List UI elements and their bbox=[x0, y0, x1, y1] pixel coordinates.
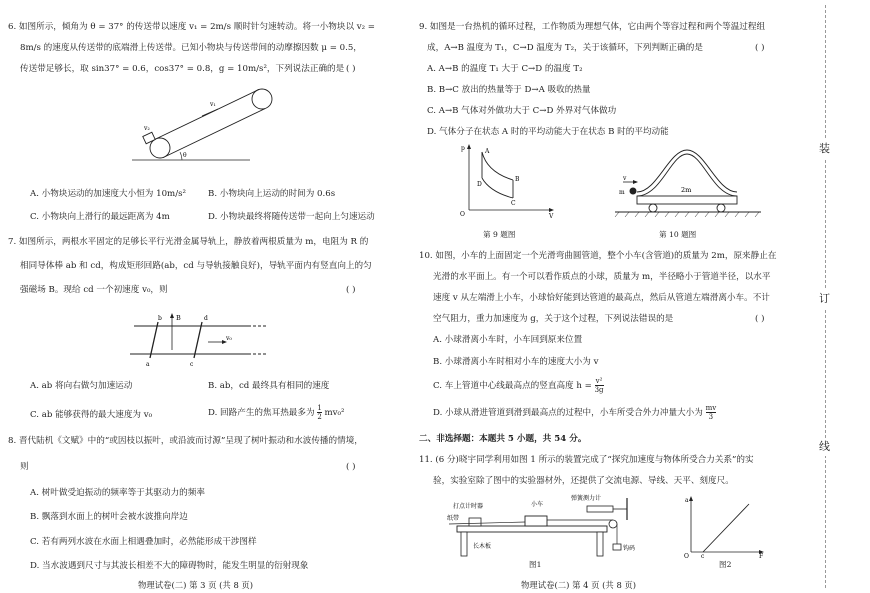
q9-fig-c-label: C bbox=[511, 200, 516, 207]
q7-fig-v0-label: v₀ bbox=[226, 335, 232, 342]
q7-fig-b-label: b bbox=[158, 315, 162, 322]
q11-figure2-caption: 图2 bbox=[719, 560, 732, 569]
q8-line1: 8. 晋代陆机《文赋》中的“或因枝以振叶，或沿波而讨源”呈现了树叶振动和水波传播的情境， bbox=[8, 436, 363, 446]
q11-fig-a-axis-label: a bbox=[685, 497, 689, 504]
q7-fig-c-label: c bbox=[190, 361, 194, 368]
q11-fig-c-label: c bbox=[701, 553, 705, 560]
right-page-footer: 物理试卷(二) 第 4 页 (共 8 页) bbox=[521, 580, 637, 590]
q9-fig-v-label: V bbox=[549, 213, 554, 220]
q10-option-d-numerator: mv bbox=[705, 404, 717, 412]
q10-option-d-denominator: 3 bbox=[708, 413, 714, 421]
q7-option-d-text: D. 回路产生的焦耳热最多为 bbox=[208, 408, 315, 418]
q11-fig-timer-label: 打点计时器 bbox=[453, 503, 484, 510]
q10-fig-v-label: v bbox=[623, 175, 627, 182]
q9-line2: 成，A→B 温度为 T₁，C→D 温度为 T₂，关于该循环，下列判断正确的是 bbox=[427, 43, 703, 53]
q7-option-d bbox=[208, 404, 344, 421]
q9-line1: 9. 如图是一台热机的循环过程，工作物质为理想气体，它由两个等容过程和两个等温过程组 bbox=[419, 22, 766, 32]
q9-option-a: A. A→B 的温度 T₁ 大于 C→D 的温度 T₂ bbox=[427, 64, 583, 74]
q8-option-c: C. 若有两列水波在水面上相遇叠加时，必然能形成干涉图样 bbox=[30, 537, 257, 547]
q9-fig-p-label: p bbox=[461, 145, 465, 152]
q8-line2: 则 bbox=[20, 462, 29, 472]
q7-answer-paren: ( ) bbox=[346, 285, 356, 295]
q10-line3: 速度 v 从左端滑上小车，小球恰好能到达管道的最高点，然后从管道左端滑离小车。不计 bbox=[433, 293, 770, 303]
q11-fig-car-label: 小车 bbox=[531, 501, 544, 508]
q11-figure1-caption: 图1 bbox=[529, 560, 542, 569]
q11-fig-origin-label: O bbox=[684, 553, 689, 560]
q10-line2: 光滑的水平面上。有一个可以看作质点的小球，质量为 m，半径略小于管道半径，以水平 bbox=[433, 272, 771, 282]
q10-fig-2m-label: 2m bbox=[681, 186, 692, 194]
q6-fig-v1-label: v₁ bbox=[210, 101, 216, 108]
q7-option-d-fraction bbox=[317, 404, 321, 421]
binding-mark-zhuang: 装 bbox=[819, 140, 830, 158]
q9-fig-a-label: A bbox=[485, 148, 490, 155]
q7-fig-a-label: a bbox=[146, 361, 150, 368]
q9-fig-d-label: D bbox=[477, 181, 482, 188]
q10-fig-m-label: m bbox=[619, 189, 625, 196]
q10-line1: 10. 如图，小车的上面固定一个光滑弯曲圆管道，整个小车(含管道)的质量为 2m，原来静止在 bbox=[419, 251, 777, 261]
q8-answer-paren: ( ) bbox=[346, 462, 356, 472]
q7-option-b: B. ab，cd 最终具有相同的速度 bbox=[208, 381, 330, 391]
q9-option-b: B. B→C 放出的热量等于 D→A 吸收的热量 bbox=[427, 85, 591, 95]
q10-line4: 空气阻力，重力加速度为 g，关于这个过程，下列说法错误的是 bbox=[433, 314, 674, 324]
q10-option-d bbox=[433, 404, 716, 421]
q7-line2: 相同导体棒 ab 和 cd，构成矩形回路(ab，cd 与导轨接触良好)，导轨平面内有竖直向上的匀 bbox=[20, 261, 372, 271]
q11-fig-tape-label: 纸带 bbox=[447, 515, 460, 522]
q6-option-b: B. 小物块向上运动的时间为 0.6s bbox=[208, 189, 336, 199]
right-page bbox=[415, 0, 870, 593]
q9-answer-paren: ( ) bbox=[755, 43, 765, 53]
binding-mark-ding: 订 bbox=[819, 290, 830, 308]
q6-line3: 传送带足够长，取 sin37° = 0.6，cos37° = 0.8，g = 10m/s²，下列说法正确的是 bbox=[20, 64, 345, 74]
q6-line2: 8m/s 的速度从传送带的底端滑上传送带。已知小物块与传送带间的动摩擦因数 μ = 0.5， bbox=[20, 43, 362, 53]
q11-fig-f-axis-label: F bbox=[759, 553, 764, 560]
q9-fig-b-label: B bbox=[515, 176, 520, 183]
q10-answer-paren: ( ) bbox=[755, 314, 765, 324]
q7-line1: 7. 如图所示，两根水平固定的足够长平行光滑金属导轨上，静放着两根质量为 m，电阻为 R 的 bbox=[8, 237, 369, 247]
q9-fig-origin-label: O bbox=[460, 211, 465, 218]
q6-option-a: A. 小物块运动的加速度大小恒为 10m/s² bbox=[30, 189, 186, 199]
q6-option-c: C. 小物块向上滑行的最远距离为 4m bbox=[30, 212, 170, 222]
binding-margin bbox=[808, 0, 870, 593]
q6-fig-theta-label: θ bbox=[183, 152, 187, 159]
q6-answer-paren: ( ) bbox=[346, 64, 356, 74]
q8-option-b: B. 飘落到水面上的树叶会被水波推向岸边 bbox=[30, 512, 188, 522]
q9-option-c: C. A→B 气体对外做功大于 C→D 外界对气体做功 bbox=[427, 106, 617, 116]
q9-option-d: D. 气体分子在状态 A 时的平均动能大于在状态 B 时的平均动能 bbox=[427, 127, 669, 137]
q9-pv-diagram bbox=[457, 142, 557, 220]
q7-line3: 强磁场 B。现给 cd 一个初速度 v₀，则 bbox=[20, 285, 168, 295]
binding-mark-xian: 线 bbox=[819, 438, 830, 456]
q7-option-a: A. ab 将向右做匀加速运动 bbox=[30, 381, 133, 391]
q6-conveyor-figure bbox=[130, 82, 290, 168]
q6-option-d: D. 小物块最终将随传送带一起向上匀速运动 bbox=[208, 212, 375, 222]
q11-fig-spring-label: 弹簧测力计 bbox=[571, 495, 602, 502]
q7-fig-d-label: d bbox=[204, 315, 208, 322]
q7-option-d-formula: mv₀² bbox=[324, 408, 345, 418]
q10-option-a: A. 小球滑离小车时，小车回到原来位置 bbox=[433, 335, 583, 345]
q10-option-c-fraction bbox=[595, 377, 604, 394]
q10-cart-figure bbox=[611, 150, 771, 220]
q10-option-c-numerator: v² bbox=[595, 377, 603, 385]
left-page-footer: 物理试卷(二) 第 3 页 (共 8 页) bbox=[138, 580, 254, 590]
q10-option-c-text: C. 车上管道中心线最高点的竖直高度 h = bbox=[433, 381, 592, 391]
left-page bbox=[0, 0, 415, 593]
q6-line1: 6. 如图所示，倾角为 θ = 37° 的传送带以速度 v₁ = 2m/s 顺时针匀速转动。将一小物块以 v₂ = bbox=[8, 22, 375, 32]
q10-option-b: B. 小球滑离小车时相对小车的速度大小为 v bbox=[433, 357, 599, 367]
section-2-heading: 二、非选择题：本题共 5 小题，共 54 分。 bbox=[419, 434, 587, 444]
q11-fig-weight-label: 钩码 bbox=[623, 545, 636, 552]
q9-figure-caption: 第 9 题图 bbox=[483, 230, 516, 239]
q11-fig-board-label: 长木板 bbox=[473, 543, 492, 550]
q6-fig-v2-label: v₂ bbox=[144, 125, 150, 132]
q11-graph-figure bbox=[683, 494, 767, 558]
q11-line1: 11. (6 分)晓宇同学利用如图 1 所示的装置完成了“探究加速度与物体所受合力关系”的实 bbox=[419, 455, 754, 465]
q10-option-d-fraction bbox=[706, 404, 717, 421]
q10-option-c bbox=[433, 377, 604, 394]
q10-option-c-denominator: 3g bbox=[594, 386, 604, 394]
q10-figure-caption: 第 10 题图 bbox=[659, 230, 697, 239]
q10-option-d-text: D. 小球从滑进管道到滑到最高点的过程中，小车所受合外力冲量大小为 bbox=[433, 408, 703, 418]
q11-apparatus-figure bbox=[447, 492, 637, 566]
q7-fig-b-field-label: B bbox=[176, 314, 181, 322]
q8-option-a: A. 树叶做受迫振动的频率等于其驱动力的频率 bbox=[30, 488, 205, 498]
q7-option-c: C. ab 能够获得的最大速度为 v₀ bbox=[30, 410, 153, 420]
q11-line2: 验，实验室除了图中的实验器材外，还提供了交流电源、导线、天平、刻度尺。 bbox=[433, 476, 734, 486]
q7-option-d-denominator: 2 bbox=[317, 413, 322, 421]
q7-option-d-numerator: 1 bbox=[317, 404, 322, 412]
q7-rails-figure bbox=[128, 310, 278, 368]
q8-option-d: D. 当水波遇到尺寸与其波长相差不大的障碍物时，能发生明显的衍射现象 bbox=[30, 561, 309, 571]
